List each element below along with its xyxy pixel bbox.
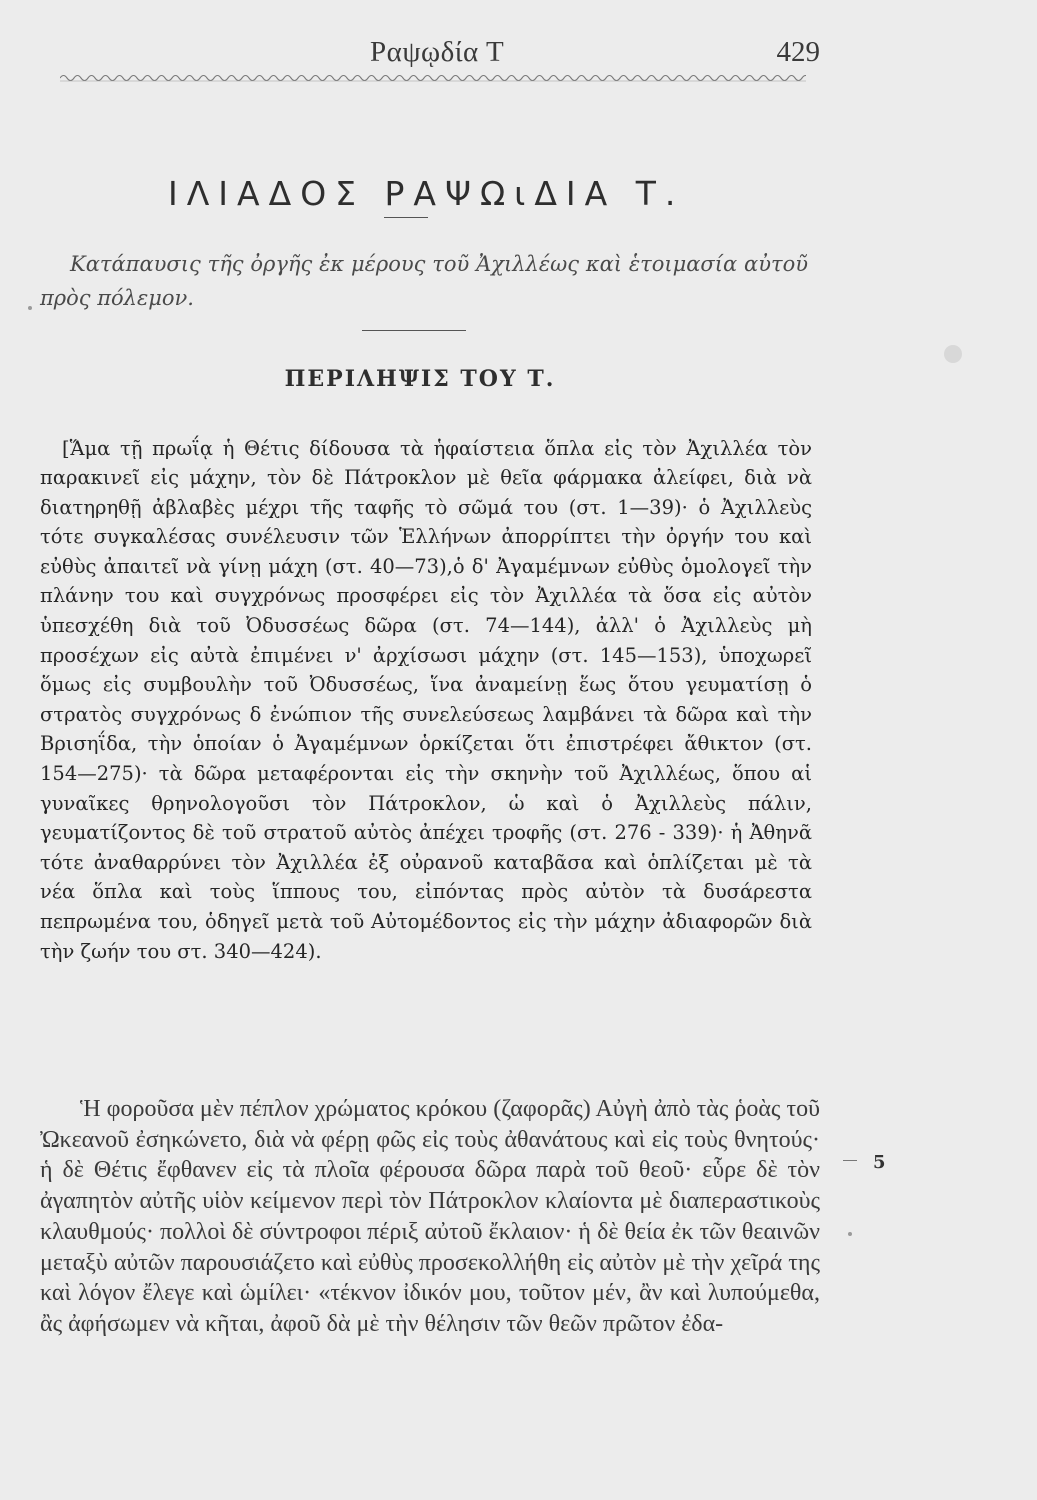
paper-speck <box>848 1232 852 1236</box>
paper-speck <box>28 306 32 310</box>
margin-line-number: 5 <box>873 1152 886 1173</box>
divider-rule <box>362 330 466 331</box>
wavy-ornament-rule <box>60 72 806 86</box>
running-title: Ραψῳδία Τ <box>370 36 505 68</box>
summary-paragraph: [Ἅμα τῇ πρωΐᾳ ἡ Θέτις δίδουσα τὰ ἡφαίστεια ὅπλα εἰς τὸν Ἀχιλλέα τὸν παρακινεῖ εἰς μάχην, τὸν δὲ Πάτροκλον μὲ θεῖα φάρμακα ἀλείφει, διὰ νὰ διατηρηθῇ ἀβλαβὲς μέχρι τῆς ταφῆς τὸ σῶμά του (στ. 1—39)· ὁ Ἀχιλλεὺς τότε συγκαλέσας συνέλευσιν τῶν Ἑλλήνων ἀπορρίπτει τὴν ὀργήν του καὶ εὐθὺς ἀπαιτεῖ νὰ γίνῃ μάχη (στ. 40—73),ὁ δ' Ἀγαμέμνων εὐθὺς ὁμολογεῖ τὴν πλάνην του καὶ συγχρόνως προσφέρει εἰς τὸν Ἀχιλλέα τὰ ὅσα εἰς αὐτὸν ὑπεσχέθη διὰ τοῦ Ὀδυσσέως δῶρα (στ. 74—144), ἀλλ' ὁ Ἀχιλλεὺς μὴ προσέχων εἰς αὐτὰ ἐπιμένει ν' ἀρχίσωσι μάχην (στ. 145—153), ὑποχωρεῖ ὅμως εἰς συμβουλὴν τοῦ Ὀδυσσέως, ἵνα ἀναμείνῃ ἕως ὅτου γευματίσῃ ὁ στρατὸς συγχρόνως δ ἐνώπιον τῆς συνελεύσεως λαμβάνει τὰ δῶρα καὶ τὴν Βρισηΐδα, τὴν ὁποίαν ὁ Ἀγαμέμνων ὁρκίζεται ὅτι ἐπιστρέφει ἄθικτον (στ. 154—275)· τὰ δῶρα μεταφέρονται εἰς τὴν σκηνὴν τοῦ Ἀχιλλέως, ὅπου αἱ γυναῖκες θρηνολογοῦσι τὸν Πάτροκλον, ὡ καὶ ὁ Ἀχιλλεὺς πάλιν, γευματίζοντος δὲ τοῦ στρατοῦ αὐτὸς ἀπέχει τροφῆς (στ. 276 - 339)· ἡ Ἀθηνᾶ τότε ἀναθαρρύνει τὸν Ἀχιλλέα ἐξ οὐρανοῦ καταβᾶσα καὶ ὁπλίζεται μὲ τὰ νέα ὅπλα καὶ τοὺς ἵππους του, εἰπόντας πρὸς αὐτὸν τὰ δυσάρεστα πεπρωμένα του, ὁδηγεῖ μετὰ τοῦ Αὐτομέδοντος εἰς τὴν μάχην ἀδιαφορῶν διὰ τὴν ζωήν του στ. 340—424). <box>40 436 812 963</box>
body-paragraph: Ἡ φοροῦσα μὲν πέπλον χρώματος κρόκου (ζαφορᾶς) Αὐγὴ ἀπὸ τὰς ῥοὰς τοῦ Ὠκεανοῦ ἐσηκώνετο, διὰ νὰ φέρῃ φῶς εἰς τοὺς ἀθανάτους καὶ εἰς τοὺς θνητούς· ἡ δὲ Θέτις ἔφθανεν εἰς τὰ πλοῖα φέρουσα δῶρα παρὰ τοῦ θεοῦ· εὗρε δὲ τὸν ἀγαπητὸν αὐτῆς υἱὸν κείμενον περὶ τὸν Πάτροκλον κλαίοντα μὲ διαπεραστικοὺς κλαυθμούς· πολλοὶ δὲ σύντροφοι πέριξ αὐτοῦ ἔκλαιον· ἡ δὲ θεία ἐκ τῶν θεαινῶν μεταξὺ αὐτῶν παρουσιάζετο καὶ εὐθὺς προσεκολλήθη εἰς αὐτὸν μὲ τὴν χεῖρά της καὶ λόγον ἔλεγε καὶ ὡμίλει· «τέκνον ἰδικόν μου, τοῦτον μέν, ἂν καὶ λυπούμεθα, ἂς ἀφήσωμεν νὰ κῆται, ἀφοῦ δὰ μὲ τὴν θέλησιν τῶν θεῶν πρῶτον ἐδα- <box>40 1096 820 1337</box>
paper-speck <box>944 345 962 363</box>
book-title: ΙΛΙΑΔΟΣ ΡΑΨΩιΔΙΑ Τ. <box>168 174 685 214</box>
margin-dash <box>843 1160 857 1161</box>
page-number: 429 <box>776 36 820 68</box>
summary-heading: ΠΕΡΙΛΗΨΙΣ ΤΟΥ Τ. <box>284 366 556 392</box>
divider-rule <box>384 217 428 218</box>
running-head <box>40 32 820 72</box>
chapter-subtitle: Κατάπαυσις τῆς ὀργῆς ἐκ μέρους τοῦ Ἀχιλλέως καὶ ἑτοιμασία αὐτοῦ πρὸς πόλεμον. <box>40 252 808 310</box>
